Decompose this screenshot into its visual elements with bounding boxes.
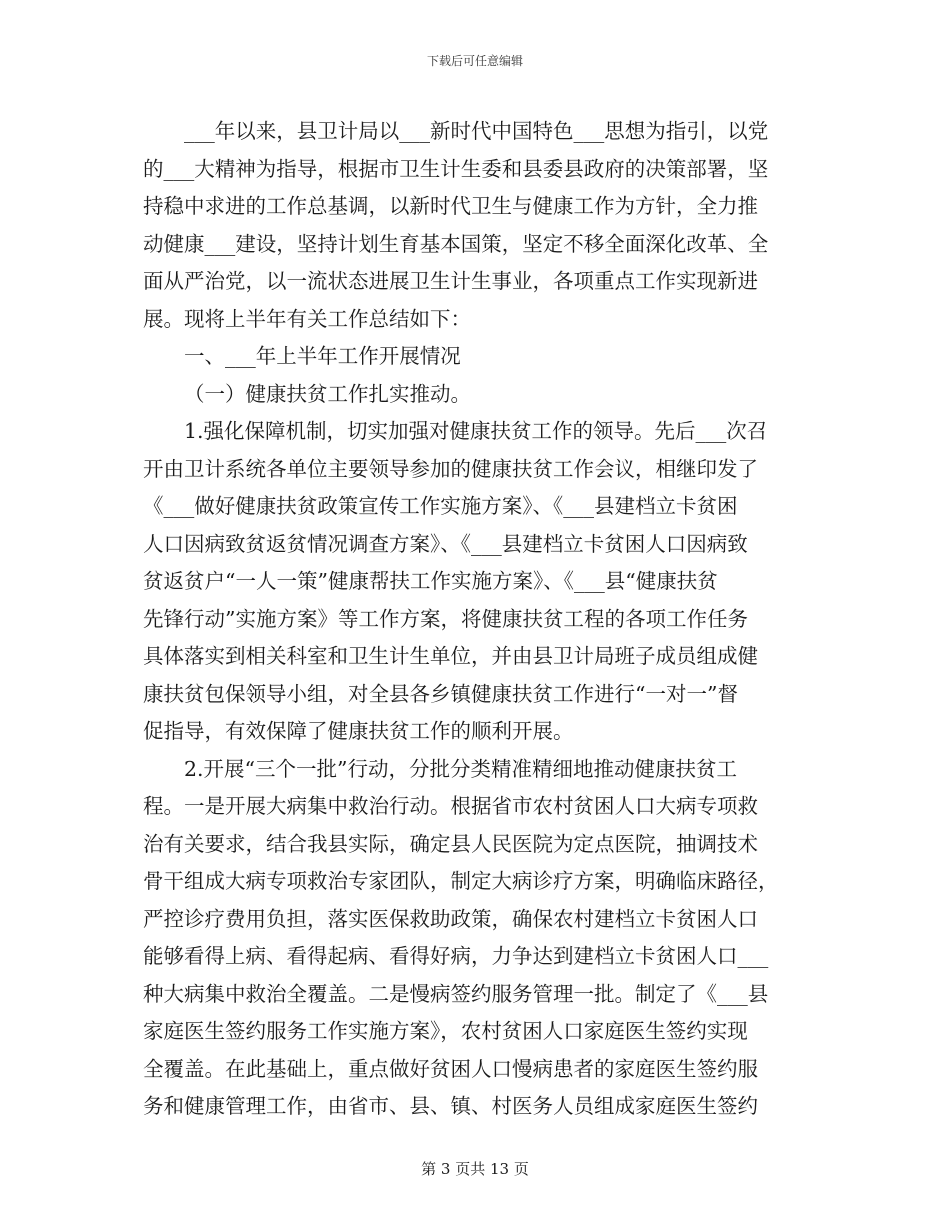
text-line: 《___做好健康扶贫政策宣传工作实施方案》、《___县建档立卡贫困 <box>143 494 738 518</box>
text-line: 骨干组成大病专项救治专家团队，制定大病诊疗方案，明确临床路径， <box>143 869 779 893</box>
text-line: 面从严治党，以一流状态进展卫生计生事业，各项重点工作实现新进 <box>143 269 758 293</box>
text-line: （一）健康扶贫工作扎实推动。 <box>184 381 471 406</box>
text-line: 种大病集中救治全覆盖。二是慢病签约服务管理一批。制定了《___县 <box>143 981 769 1006</box>
text-line: 人口因病致贫返贫情况调查方案》、《___县建档立卡贫困人口因病致 <box>143 531 748 556</box>
text-line: 的___大精神为指导，根据市卫生计生委和县委县政府的决策部署，坚 <box>143 156 769 181</box>
text-line: 1.强化保障机制，切实加强对健康扶贫工作的领导。先后___次召 <box>184 419 768 443</box>
page-header: 下载后可任意编辑 <box>426 54 523 68</box>
text-line: ___年以来，县卫计局以___新时代中国特色___思想为指引，以党 <box>184 119 769 143</box>
text-line: 具体落实到相关科室和卫生计生单位，并由县卫计局班子成员组成健 <box>143 644 758 668</box>
text-line: 展。现将上半年有关工作总结如下： <box>143 306 471 331</box>
text-line: 务和健康管理工作，由省市、县、镇、村医务人员组成家庭医生签约 <box>143 1094 758 1118</box>
text-line: 2.开展“三个一批”行动，分批分类精准精细地推动健康扶贫工 <box>184 756 738 781</box>
text-line: 动健康___建设，坚持计划生育基本国策，坚定不移全面深化改革、全 <box>143 231 769 256</box>
text-line: 全覆盖。在此基础上，重点做好贫困人口慢病患者的家庭医生签约服 <box>143 1056 758 1081</box>
text-line: 治有关要求，结合我县实际，确定县人民医院为定点医院，抽调技术 <box>143 831 758 856</box>
text-line: 程。一是开展大病集中救治行动。根据省市农村贫困人口大病专项救 <box>143 794 758 818</box>
text-line: 持稳中求进的工作总基调，以新时代卫生与健康工作为方针，全力推 <box>143 194 758 218</box>
text-line: 先锋行动”实施方案》等工作方案，将健康扶贫工程的各项工作任务 <box>143 606 748 631</box>
text-line: 贫返贫户“一人一策”健康帮扶工作实施方案》、《___县“健康扶贫 <box>143 569 718 593</box>
text-line: 一、___年上半年工作开展情况 <box>184 344 461 368</box>
text-line: 促指导，有效保障了健康扶贫工作的顺利开展。 <box>143 719 574 743</box>
text-line: 能够看得上病、看得起病、看得好病，力争达到建档立卡贫困人口___ <box>143 944 769 968</box>
text-line: 严控诊疗费用负担，落实医保救助政策，确保农村建档立卡贫困人口 <box>143 906 758 931</box>
document-body <box>143 113 807 1126</box>
text-line: 开由卫计系统各单位主要领导参加的健康扶贫工作会议，相继印发了 <box>143 456 758 481</box>
text-line: 家庭医生签约服务工作实施方案》，农村贫困人口家庭医生签约实现 <box>143 1019 748 1043</box>
text-line: 康扶贫包保领导小组，对全县各乡镇健康扶贫工作进行“一对一”督 <box>143 681 738 706</box>
page-footer: 第 3 页共 13 页 <box>421 1160 529 1178</box>
